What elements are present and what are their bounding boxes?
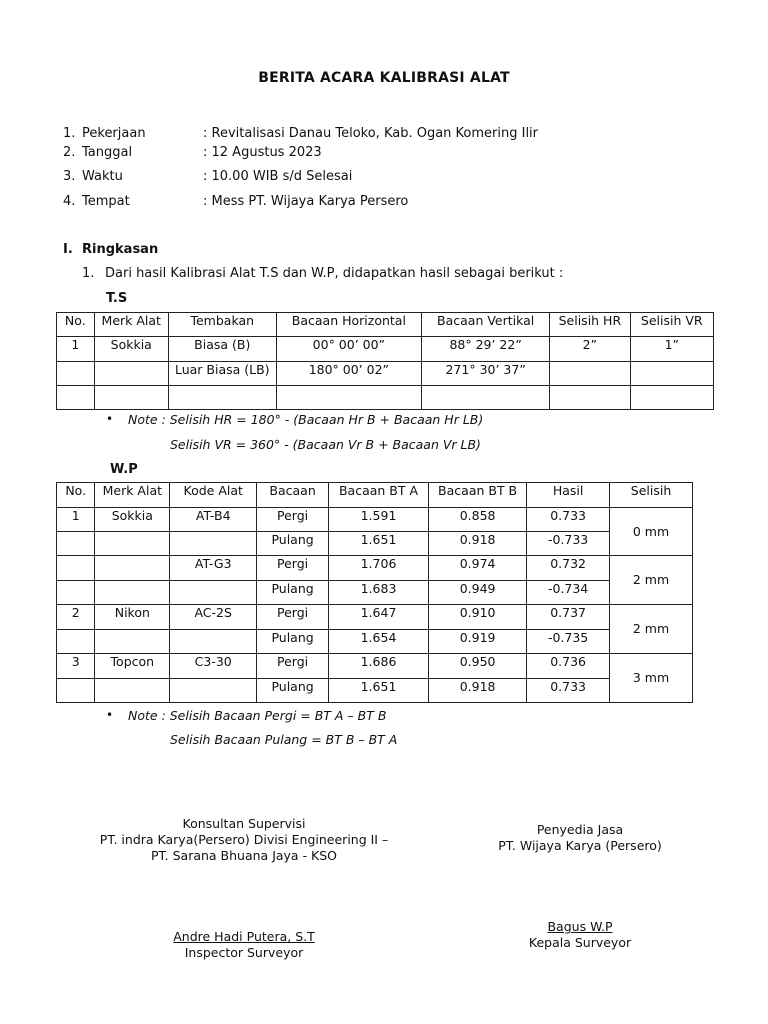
- info-value-tempat: : Mess PT. Wijaya Karya Persero: [203, 194, 409, 209]
- wp-cell: Pulang: [257, 581, 329, 605]
- wp-cell: 2: [57, 605, 95, 630]
- wp-cell: [170, 581, 257, 605]
- wp-cell: 0.737: [527, 605, 610, 630]
- signature-left-org-2: PT. indra Karya(Persero) Divisi Engineering II –: [99, 832, 389, 847]
- summary-number: 1.: [82, 266, 95, 281]
- document-title: BERITA ACARA KALIBRASI ALAT: [258, 70, 510, 86]
- table-row: [57, 581, 693, 605]
- table-row: [57, 556, 693, 581]
- wp-cell: AT-G3: [170, 556, 257, 581]
- wp-selisih-cell: 0 mm: [610, 508, 693, 556]
- signature-left-org-1: Konsultan Supervisi: [182, 816, 306, 831]
- wp-cell: 0.918: [429, 679, 527, 703]
- ts-cell: 2”: [550, 337, 630, 362]
- ts-cell: 1: [57, 337, 95, 362]
- wp-cell: [170, 679, 257, 703]
- info-value-tanggal: : 12 Agustus 2023: [203, 145, 322, 160]
- wp-cell: 1.651: [328, 679, 428, 703]
- signature-left-org-3: PT. Sarana Bhuana Jaya - KSO: [150, 848, 338, 863]
- wp-cell: [57, 630, 95, 654]
- wp-cell: Pulang: [257, 630, 329, 654]
- ts-note-line-2: Selisih VR = 360° - (Bacaan Vr B + Bacaan Vr LB): [170, 437, 481, 452]
- ts-cell: [630, 362, 713, 386]
- info-value-pekerjaan: : Revitalisasi Danau Teloko, Kab. Ogan Komering Ilir: [203, 126, 539, 141]
- info-label-tanggal: Tanggal: [82, 145, 133, 160]
- wp-note-line-1: Note : Selisih Bacaan Pergi = BT A – BT B: [128, 708, 387, 723]
- wp-note-line-2: Selisih Bacaan Pulang = BT B – BT A: [170, 732, 398, 747]
- wp-cell: Pulang: [257, 679, 329, 703]
- ts-cell: [57, 362, 95, 386]
- wp-cell: 0.733: [527, 679, 610, 703]
- wp-header-row: [57, 483, 693, 508]
- wp-cell: 1.654: [328, 630, 428, 654]
- wp-cell: 0.918: [429, 532, 527, 556]
- wp-cell: 0.736: [527, 654, 610, 679]
- ts-table: [56, 312, 714, 410]
- signature-right-name: [480, 919, 680, 934]
- ts-cell: [630, 386, 713, 410]
- wp-cell: 0.732: [527, 556, 610, 581]
- signature-right-org-2: PT. Wijaya Karya (Persero): [498, 838, 662, 853]
- ts-header-cell: Merk Alat: [94, 313, 168, 337]
- ts-cell: [168, 386, 276, 410]
- table-row: [57, 605, 693, 630]
- table-row: [57, 362, 714, 386]
- signature-right-role: Kepala Surveyor: [528, 935, 632, 950]
- wp-selisih-cell: 2 mm: [610, 556, 693, 605]
- wp-cell: -0.733: [527, 532, 610, 556]
- wp-header-cell: Bacaan: [257, 483, 329, 508]
- ts-cell: Biasa (B): [168, 337, 276, 362]
- wp-cell: [95, 630, 170, 654]
- wp-cell: 1.683: [328, 581, 428, 605]
- wp-cell: 0.919: [429, 630, 527, 654]
- wp-cell: 0.949: [429, 581, 527, 605]
- ts-cell: 180° 00’ 02”: [276, 362, 421, 386]
- wp-header-cell: Kode Alat: [170, 483, 257, 508]
- wp-label: W.P: [110, 462, 138, 477]
- wp-cell: 3: [57, 654, 95, 679]
- wp-cell: [170, 630, 257, 654]
- info-number: 3.: [63, 169, 76, 184]
- wp-cell: [57, 581, 95, 605]
- info-number: 1.: [63, 126, 76, 141]
- wp-selisih-cell: 3 mm: [610, 654, 693, 703]
- ts-note-line-1: Note : Selisih HR = 180° - (Bacaan Hr B + Bacaan Hr LB): [128, 412, 484, 427]
- wp-cell: [57, 679, 95, 703]
- section-numeral: I.: [63, 242, 73, 257]
- wp-cell: [170, 532, 257, 556]
- wp-cell: 0.910: [429, 605, 527, 630]
- ts-cell: [550, 362, 630, 386]
- ts-cell: Luar Biasa (LB): [168, 362, 276, 386]
- wp-header-cell: Bacaan BT B: [429, 483, 527, 508]
- wp-cell: [95, 679, 170, 703]
- ts-note-bullet: •: [106, 412, 114, 426]
- ts-header-cell: Bacaan Vertikal: [422, 313, 550, 337]
- wp-cell: 0.858: [429, 508, 527, 532]
- signature-left-name: [44, 929, 444, 944]
- wp-cell: Nikon: [95, 605, 170, 630]
- wp-cell: Pergi: [257, 605, 329, 630]
- section-heading: Ringkasan: [82, 242, 159, 257]
- wp-header-cell: Bacaan BT A: [328, 483, 428, 508]
- wp-cell: 1.591: [328, 508, 428, 532]
- wp-cell: Sokkia: [95, 508, 170, 532]
- info-number: 2.: [63, 145, 76, 160]
- table-row: [57, 630, 693, 654]
- ts-header-cell: Bacaan Horizontal: [276, 313, 421, 337]
- ts-header-cell: Selisih VR: [630, 313, 713, 337]
- ts-cell: [276, 386, 421, 410]
- wp-cell: C3-30: [170, 654, 257, 679]
- ts-cell: 1”: [630, 337, 713, 362]
- wp-cell: Pergi: [257, 556, 329, 581]
- wp-cell: Topcon: [95, 654, 170, 679]
- signer-name: Bagus W.P: [547, 919, 613, 934]
- wp-selisih-cell: 2 mm: [610, 605, 693, 654]
- wp-cell: -0.735: [527, 630, 610, 654]
- wp-cell: 0.950: [429, 654, 527, 679]
- wp-cell: AC-2S: [170, 605, 257, 630]
- table-row: [57, 508, 693, 532]
- ts-header-row: [57, 313, 714, 337]
- ts-cell: [94, 362, 168, 386]
- ts-cell: 271° 30’ 37”: [422, 362, 550, 386]
- ts-cell: [422, 386, 550, 410]
- wp-cell: [95, 556, 170, 581]
- ts-header-cell: Selisih HR: [550, 313, 630, 337]
- wp-note-bullet: •: [106, 708, 114, 722]
- ts-cell: 88° 29’ 22”: [422, 337, 550, 362]
- info-label-pekerjaan: Pekerjaan: [82, 126, 146, 141]
- wp-table: [56, 482, 693, 703]
- info-label-tempat: Tempat: [82, 194, 130, 209]
- info-value-waktu: : 10.00 WIB s/d Selesai: [203, 169, 353, 184]
- wp-header-cell: Hasil: [527, 483, 610, 508]
- ts-cell: [550, 386, 630, 410]
- wp-cell: 0.733: [527, 508, 610, 532]
- wp-cell: [95, 532, 170, 556]
- ts-cell: 00° 00’ 00”: [276, 337, 421, 362]
- ts-cell: [57, 386, 95, 410]
- wp-cell: 1.706: [328, 556, 428, 581]
- wp-header-cell: Merk Alat: [95, 483, 170, 508]
- wp-cell: Pergi: [257, 654, 329, 679]
- wp-cell: AT-B4: [170, 508, 257, 532]
- wp-cell: 1.686: [328, 654, 428, 679]
- wp-cell: [57, 532, 95, 556]
- wp-header-cell: Selisih: [610, 483, 693, 508]
- signature-left-role: Inspector Surveyor: [184, 945, 304, 960]
- ts-label: T.S: [106, 291, 128, 306]
- signature-right-org-1: Penyedia Jasa: [536, 822, 624, 837]
- wp-cell: [95, 581, 170, 605]
- ts-header-cell: Tembakan: [168, 313, 276, 337]
- wp-header-cell: No.: [57, 483, 95, 508]
- wp-cell: 1.651: [328, 532, 428, 556]
- info-label-waktu: Waktu: [82, 169, 123, 184]
- wp-cell: Pulang: [257, 532, 329, 556]
- ts-cell: Sokkia: [94, 337, 168, 362]
- table-row: [57, 532, 693, 556]
- wp-cell: [57, 556, 95, 581]
- ts-header-cell: No.: [57, 313, 95, 337]
- table-row: [57, 654, 693, 679]
- table-row: [57, 679, 693, 703]
- wp-cell: Pergi: [257, 508, 329, 532]
- info-number: 4.: [63, 194, 76, 209]
- signer-name: Andre Hadi Putera, S.T: [173, 929, 315, 944]
- summary-text: Dari hasil Kalibrasi Alat T.S dan W.P, didapatkan hasil sebagai berikut :: [105, 266, 564, 281]
- table-row: [57, 337, 714, 362]
- wp-cell: 1.647: [328, 605, 428, 630]
- table-row: [57, 386, 714, 410]
- wp-cell: 0.974: [429, 556, 527, 581]
- wp-cell: 1: [57, 508, 95, 532]
- ts-cell: [94, 386, 168, 410]
- wp-cell: -0.734: [527, 581, 610, 605]
